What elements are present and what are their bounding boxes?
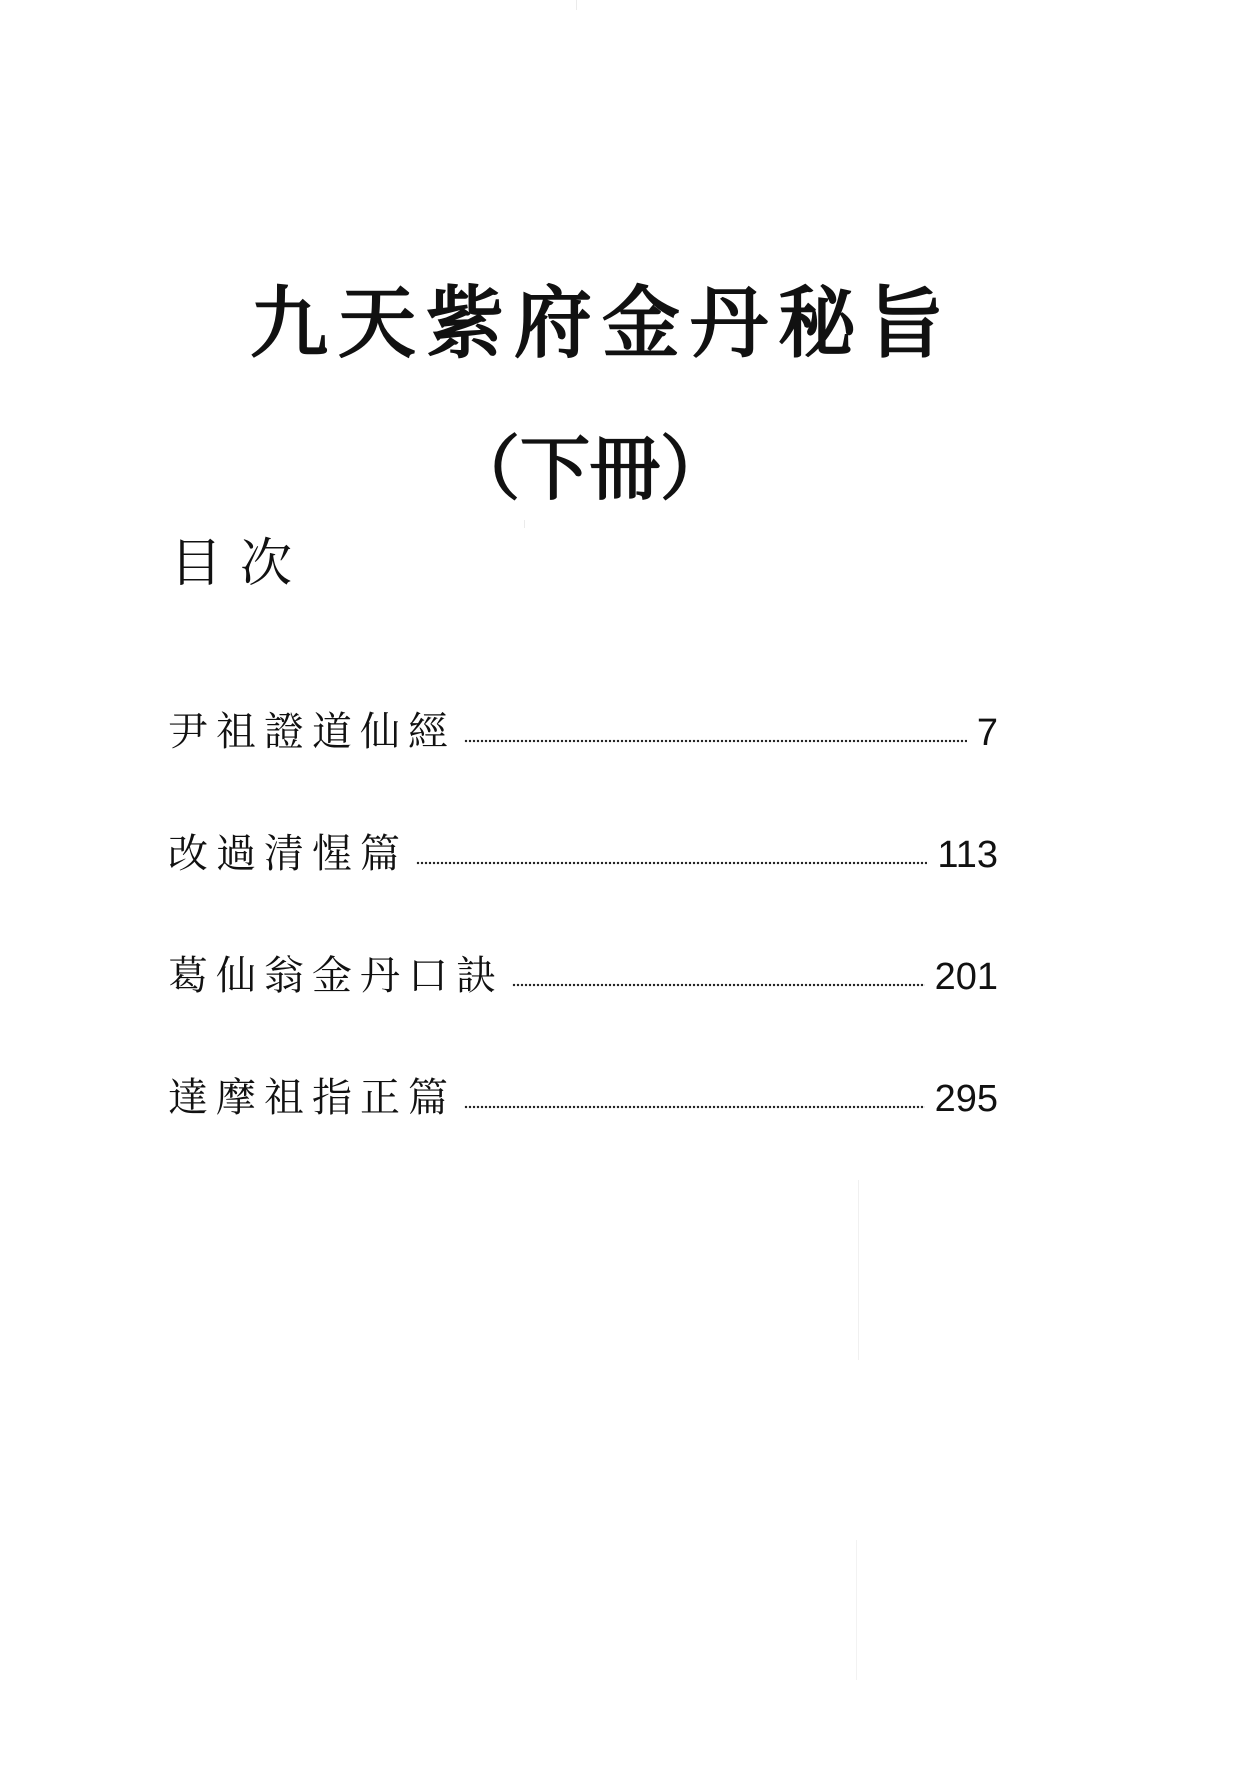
toc-entry-title: 葛仙翁金丹口訣 <box>168 953 504 999</box>
toc-entry-page: 295 <box>934 1078 998 1120</box>
dot-leader <box>464 1105 925 1109</box>
scan-speck <box>524 520 525 528</box>
toc-entry-page: 113 <box>937 834 998 876</box>
dot-leader <box>512 983 925 987</box>
toc-entry <box>168 690 998 755</box>
scan-line <box>856 1540 857 1680</box>
toc-entry-title: 改過清惺篇 <box>168 831 408 877</box>
table-of-contents-heading: 目次 <box>170 534 311 594</box>
toc-entry <box>168 1056 998 1121</box>
toc-entry-page: 7 <box>976 712 998 754</box>
toc-entry <box>168 812 998 877</box>
document-title: 九天紫府金丹秘旨 <box>250 279 955 369</box>
dot-leader <box>416 861 927 865</box>
toc-entry-page: 201 <box>934 956 998 998</box>
toc-entry <box>168 934 998 999</box>
dot-leader <box>464 739 967 743</box>
scan-speck <box>576 0 577 10</box>
toc-entry-title: 達摩祖指正篇 <box>168 1075 456 1121</box>
table-of-contents <box>168 690 998 1178</box>
volume-label: （下冊） <box>450 428 730 510</box>
toc-entry-title: 尹祖證道仙經 <box>168 709 456 755</box>
scan-line <box>858 1180 859 1360</box>
